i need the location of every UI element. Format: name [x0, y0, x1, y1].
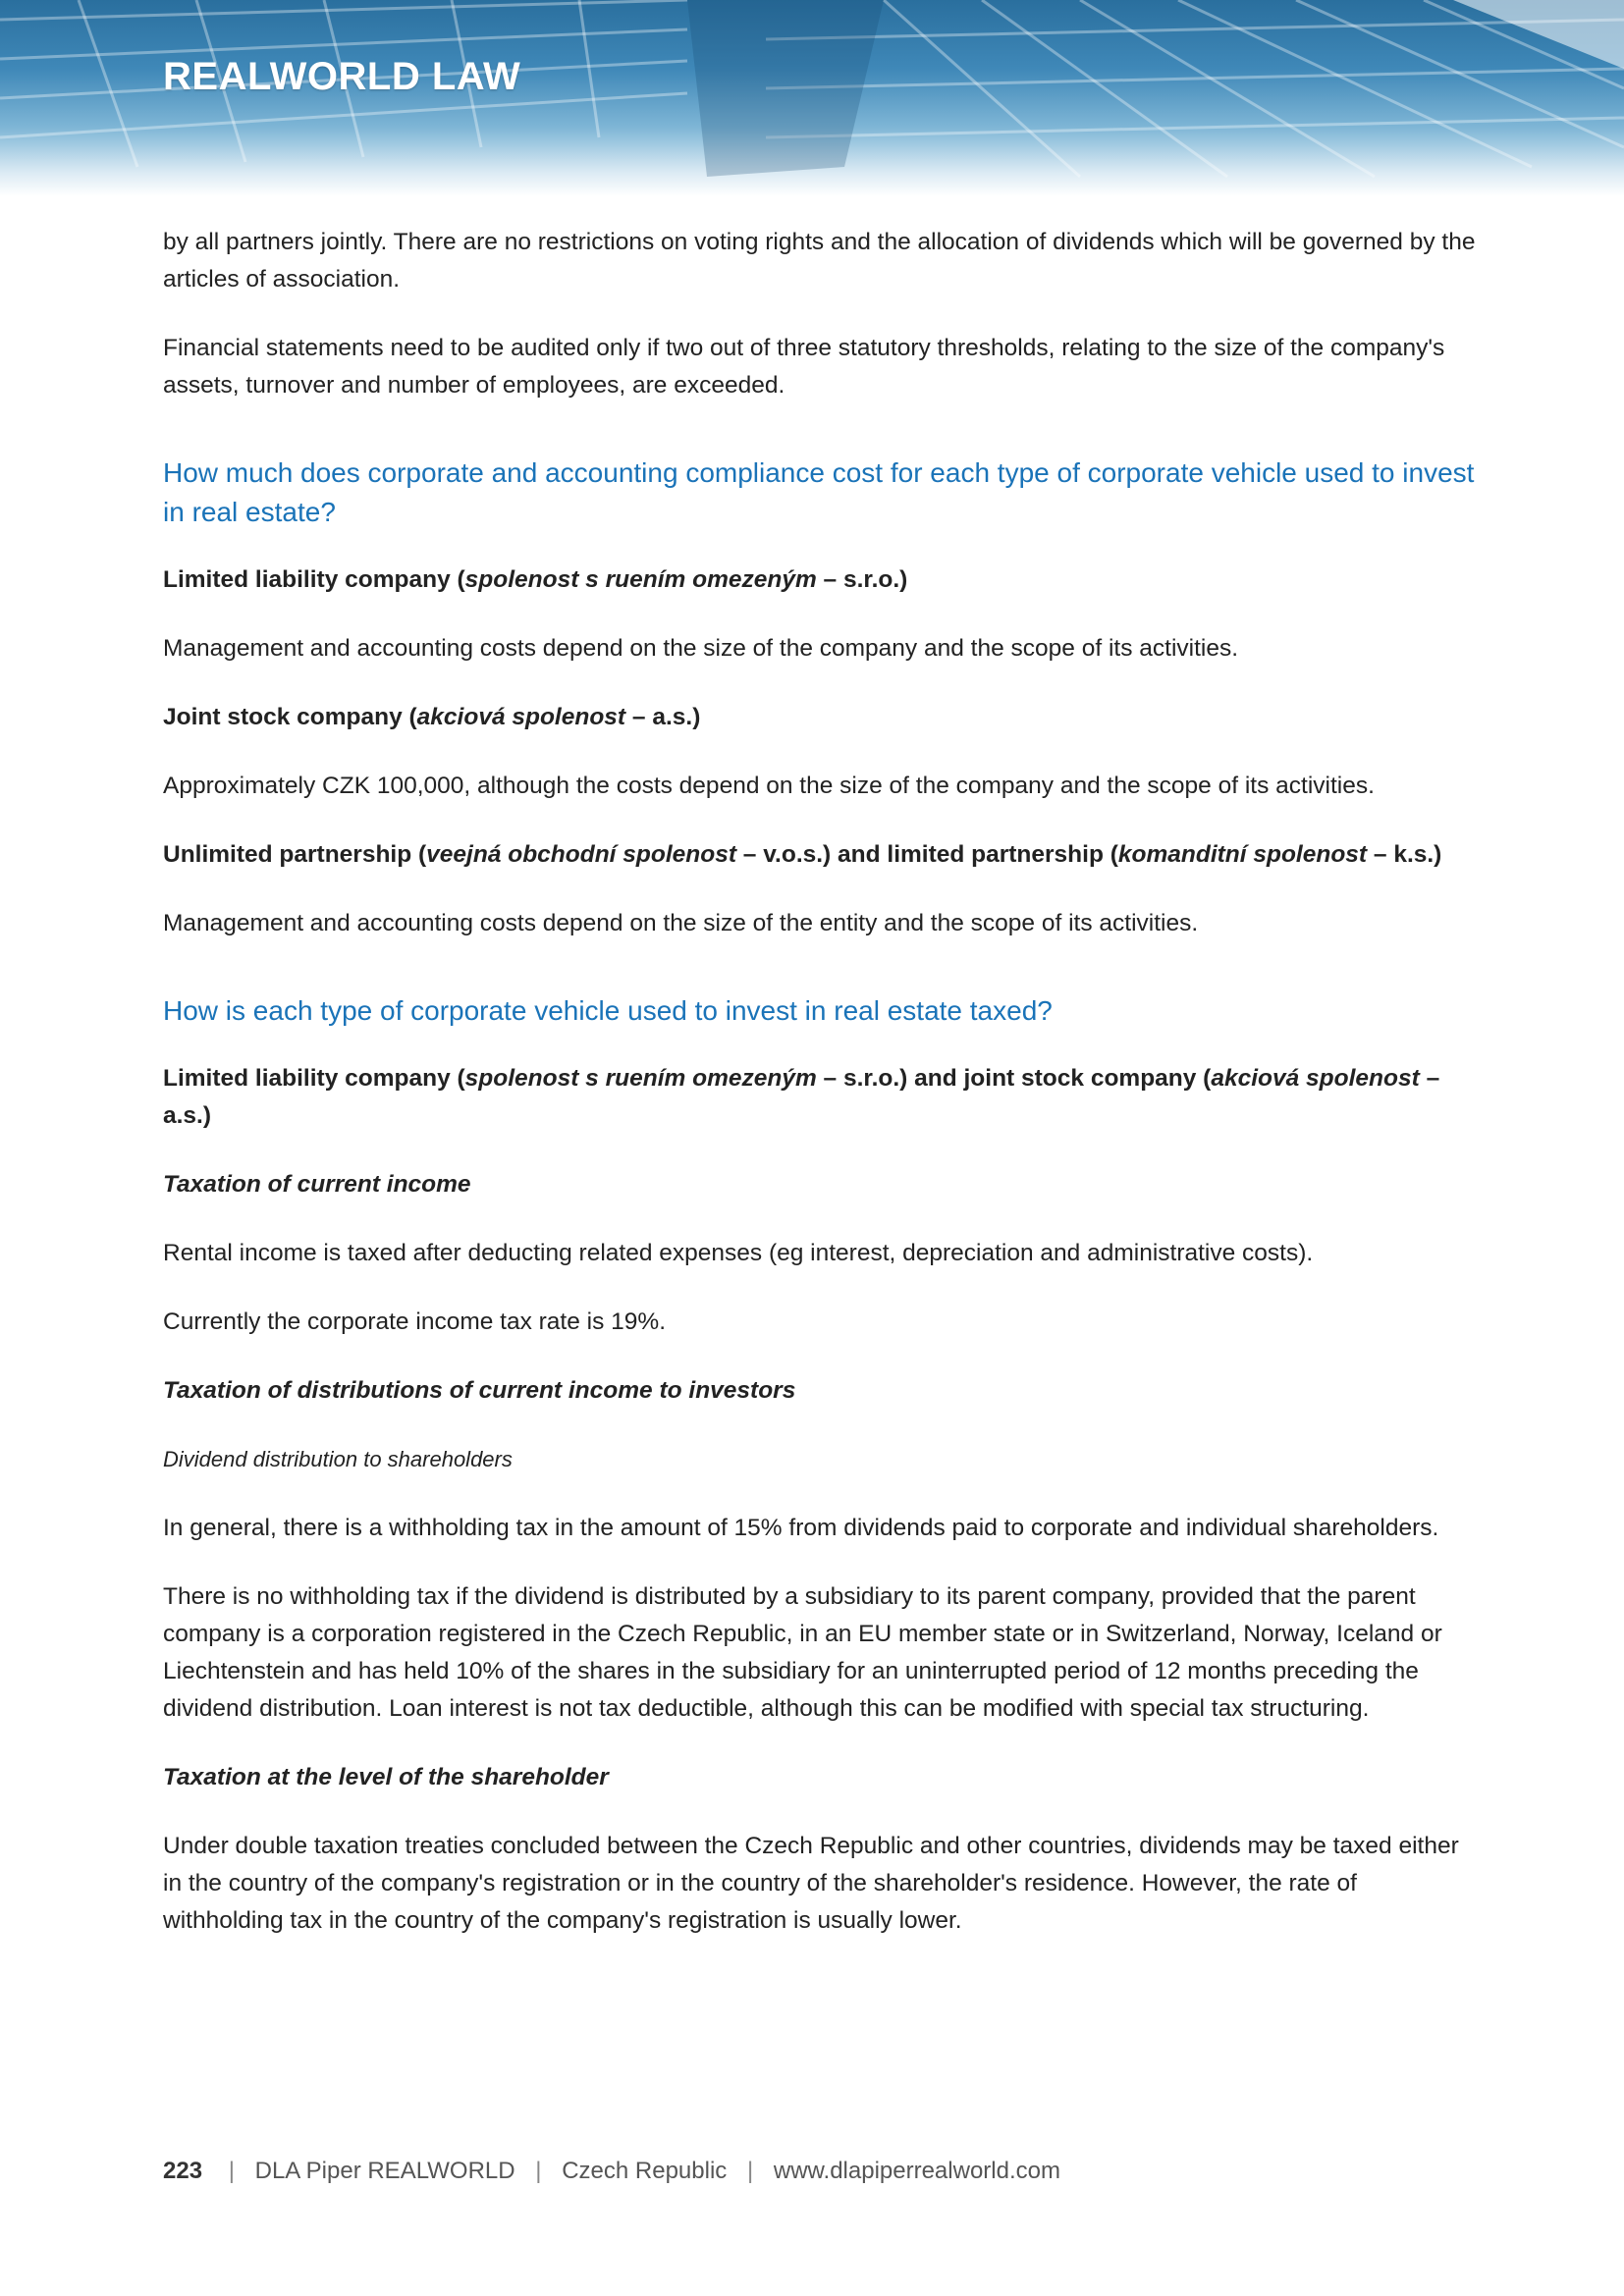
question-heading: How is each type of corporate vehicle used to invest in real estate taxed?: [163, 995, 1053, 1026]
page-footer: [163, 2158, 1060, 2185]
footer-separator: |: [746, 2158, 754, 2184]
page-header-title: REALWORLD LAW: [163, 55, 521, 98]
paragraph: Approximately CZK 100,000, although the costs depend on the size of the company and the scope of its activities.: [163, 773, 1375, 799]
section-heading: Joint stock company (akciová spolenost – a.s.): [163, 704, 701, 730]
paragraph: Financial statements need to be audited only if two out of three statutory thresholds, relating to the size of the company's assets, turnover and number of employees, are exceeded.: [163, 335, 1445, 399]
subheading: Taxation at the level of the shareholder: [163, 1764, 609, 1790]
section-heading: Limited liability company (spolenost s ruením omezeným – s.r.o.): [163, 566, 908, 593]
footer-separator: |: [228, 2158, 235, 2184]
paragraph: In general, there is a withholding tax in the amount of 15% from dividends paid to corporate and individual shareholders.: [163, 1515, 1439, 1541]
footer-separator: |: [535, 2158, 542, 2184]
footer-publication: DLA Piper REALWORLD: [254, 2158, 515, 2184]
footer-country: Czech Republic: [562, 2158, 728, 2184]
paragraph: Management and accounting costs depend on the size of the company and the scope of its activities.: [163, 635, 1239, 662]
header-banner: [0, 0, 1624, 196]
subheading: Taxation of current income: [163, 1171, 471, 1198]
minor-subheading: Dividend distribution to shareholders: [163, 1447, 513, 1471]
paragraph: Management and accounting costs depend on the size of the entity and the scope of its activities.: [163, 910, 1199, 936]
document-body: [163, 224, 1479, 1971]
paragraph: Currently the corporate income tax rate is 19%.: [163, 1308, 667, 1335]
section-heading: Limited liability company (spolenost s ruením omezeným – s.r.o.) and joint stock company (akciová spolenost – a.s.): [163, 1065, 1440, 1129]
paragraph: Rental income is taxed after deducting related expenses (eg interest, depreciation and administrative costs).: [163, 1240, 1314, 1266]
paragraph: There is no withholding tax if the dividend is distributed by a subsidiary to its parent company, provided that the parent company is a corporation registered in the Czech Republic, in an EU member state or in Switzerland, Norway, Iceland or Liechtenstein and has held 10% of the shares in the subsidiary for an uninterrupted period of 12 months preceding the dividend distribution. Loan interest is not tax deductible, although this can be modified with special tax structuring.: [163, 1583, 1442, 1722]
footer-url: www.dlapiperrealworld.com: [773, 2158, 1060, 2184]
paragraph: by all partners jointly. There are no restrictions on voting rights and the allocation of dividends which will be governed by the articles of association.: [163, 229, 1476, 293]
paragraph: Under double taxation treaties concluded between the Czech Republic and other countries, dividends may be taxed either in the country of the company's registration or in the country of the shareholder's residence. However, the rate of withholding tax in the country of the company's registration is usually lower.: [163, 1833, 1459, 1934]
section-heading: Unlimited partnership (veejná obchodní spolenost – v.o.s.) and limited partnership (komanditní spolenost – k.s.): [163, 841, 1442, 868]
page-number: 223: [163, 2158, 203, 2184]
subheading: Taxation of distributions of current income to investors: [163, 1377, 796, 1404]
question-heading: How much does corporate and accounting compliance cost for each type of corporate vehicle used to invest in real estate?: [163, 457, 1475, 527]
